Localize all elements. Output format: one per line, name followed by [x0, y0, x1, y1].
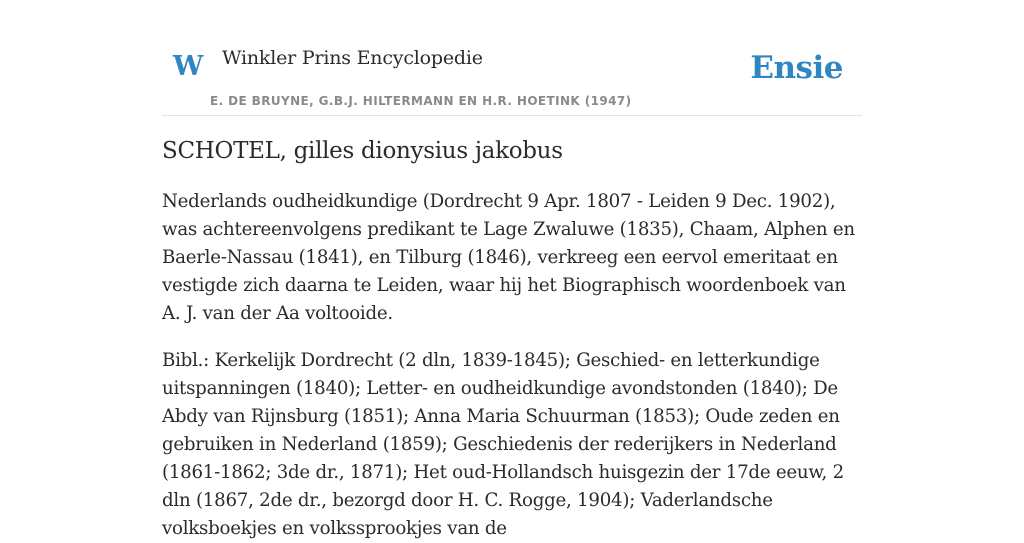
publication-title[interactable]: Winkler Prins Encyclopedie — [222, 47, 483, 69]
article-title: SCHOTEL, gilles dionysius jakobus — [162, 138, 563, 164]
article — [162, 138, 862, 543]
site-header — [162, 36, 862, 116]
ensie-logo[interactable]: Ensie — [750, 50, 843, 86]
publication-authors: E. DE BRUYNE, G.B.J. HILTERMANN EN H.R. HOETINK (1947) — [210, 94, 632, 108]
article-bibliography: Bibl.: Kerkelijk Dordrecht (2 dln, 1839-1845); Geschied- en letterkundige uitspanningen (1840); Letter- en oudheidkundige avondstonden (1840); De Abdy van Rijnsburg (1851); Anna Maria Schuurman (1853); Oude zeden en gebruiken in Nederland (1859); Geschiedenis der rederijkers in Nederland (1861-1862; 3de dr., 1871); Het oud-Hollandsch huisgezin der 17de eeuw, 2 dln (1867, 2de dr., bezorgd door H. C. Rogge, 1904); Vaderlandsche volksboekjes en volkssprookjes van de — [162, 350, 844, 539]
article-paragraph: Nederlands oudheidkundige (Dordrecht 9 Apr. 1807 - Leiden 9 Dec. 1902), was achtereenvolgens predikant te Lage Zwaluwe (1835), Chaam, Alphen en Baerle-Nassau (1841), en Tilburg (1846), verkreeg een eervol emeritaat en vestigde zich daarna te Leiden, waar hij het Biographisch woordenboek van A. J. van der Aa voltooide. — [162, 191, 855, 324]
winkler-prins-logo[interactable]: W — [173, 51, 204, 82]
